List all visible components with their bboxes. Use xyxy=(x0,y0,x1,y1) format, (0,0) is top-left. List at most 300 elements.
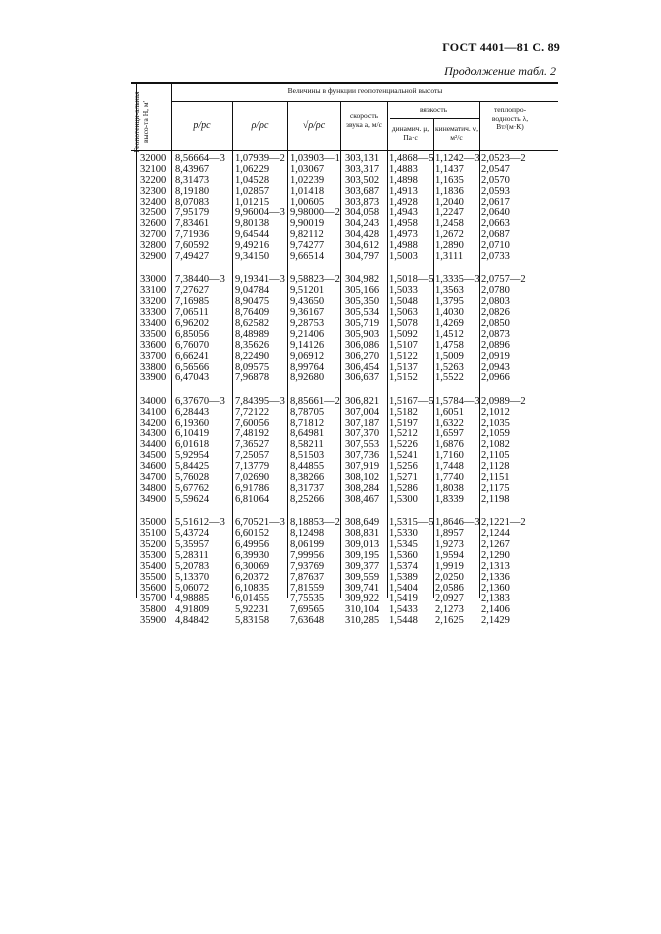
table-cell: 2,1360 xyxy=(481,582,510,594)
table-cell: 2,0780 xyxy=(481,285,510,297)
table-cell: 1,5226 xyxy=(389,439,418,451)
table-cell: 35000 xyxy=(140,517,167,529)
table-cell: 34800 xyxy=(140,482,167,494)
table-cell: 5,92231 xyxy=(235,604,270,616)
table-cell: 32500 xyxy=(140,207,167,219)
table-cell: 2,0966 xyxy=(481,372,510,384)
table-cell: 6,66241 xyxy=(175,350,210,362)
table-cell: 2,0617 xyxy=(481,196,510,208)
table-cell: 6,81064 xyxy=(235,493,270,505)
table-cell: 2,0710 xyxy=(481,240,510,252)
table-cell: 305,534 xyxy=(345,307,380,319)
table-cell: 2,0663 xyxy=(481,218,510,230)
table-cell: 33500 xyxy=(140,328,167,340)
table-cell: 6,37670—3 xyxy=(175,395,225,407)
table-cell: 6,47043 xyxy=(175,372,210,384)
table-cell: 304,612 xyxy=(345,240,380,252)
table-cell: 1,5784—3 xyxy=(435,395,480,407)
table-cell: 33000 xyxy=(140,274,167,286)
table-cell: 8,09575 xyxy=(235,361,270,373)
table-cell: 7,71936 xyxy=(175,229,210,241)
table-cell: 1,5300 xyxy=(389,493,418,505)
table-cell: 4,98885 xyxy=(175,593,210,605)
table-cell: 2,0586 xyxy=(435,582,464,594)
table-cell: 1,02857 xyxy=(235,185,270,197)
table-cell: 5,76028 xyxy=(175,472,210,484)
table-cell: 1,2672 xyxy=(435,229,464,241)
table-cell: 307,004 xyxy=(345,406,380,418)
table-cell: 6,10835 xyxy=(235,582,270,594)
table-cell: 7,83461 xyxy=(175,218,210,230)
table-cell: 305,350 xyxy=(345,296,380,308)
table-cell: 6,01455 xyxy=(235,593,270,605)
table-cell: 2,0919 xyxy=(481,350,510,362)
table-cell: 6,10419 xyxy=(175,428,210,440)
table-cell: 310,104 xyxy=(345,604,380,616)
table-cell: 1,4758 xyxy=(435,339,464,351)
table-cell: 5,51612—3 xyxy=(175,517,225,529)
table-cell: 8,44855 xyxy=(290,461,325,473)
col-kin-viscosity xyxy=(435,154,480,640)
table-cell: 9,66514 xyxy=(290,251,325,263)
table-cell: 2,0943 xyxy=(481,361,510,373)
row-block xyxy=(175,275,225,384)
table-cell: 35100 xyxy=(140,528,167,540)
table-cell: 1,02239 xyxy=(290,174,325,186)
table-cell: 2,1012 xyxy=(481,406,510,418)
table-cell: 2,1290 xyxy=(481,549,510,561)
table-cell: 2,0989—2 xyxy=(481,395,526,407)
table-cell: 309,195 xyxy=(345,549,380,561)
table-cell: 1,7448 xyxy=(435,461,464,473)
table-cell: 1,06229 xyxy=(235,163,270,175)
table-cell: 7,02690 xyxy=(235,472,270,484)
table-cell: 33100 xyxy=(140,285,167,297)
table-cell: 34900 xyxy=(140,493,167,505)
table-cell: 1,5330 xyxy=(389,528,418,540)
table-cell: 1,5003 xyxy=(389,251,418,263)
table-cell: 34200 xyxy=(140,417,167,429)
table-cell: 1,5360 xyxy=(389,549,418,561)
table-cell: 303,131 xyxy=(345,153,380,164)
table-cell: 1,00605 xyxy=(290,196,325,208)
row-block xyxy=(389,397,434,506)
table-cell: 8,31737 xyxy=(290,482,325,494)
row-block xyxy=(290,275,340,384)
table-cell: 7,95179 xyxy=(175,207,210,219)
viscosity-sub-rule xyxy=(390,118,480,119)
table-cell: 1,03903—1 xyxy=(290,153,340,164)
table-cell: 8,85661—2 xyxy=(290,395,340,407)
table-cell: 1,04528 xyxy=(235,174,270,186)
page-header: ГОСТ 4401—81 С. 89 xyxy=(442,40,560,54)
table-cell: 7,84395—3 xyxy=(235,395,285,407)
table-cell: 33700 xyxy=(140,350,167,362)
table-cell: 6,76070 xyxy=(175,339,210,351)
table-cell: 1,2890 xyxy=(435,240,464,252)
table-cell: 5,84425 xyxy=(175,461,210,473)
table-cell: 1,5107 xyxy=(389,339,418,351)
table-cell: 1,3335—3 xyxy=(435,274,480,286)
row-block xyxy=(345,397,379,506)
table-cell: 1,5271 xyxy=(389,472,418,484)
table-cell: 1,8339 xyxy=(435,493,464,505)
row-block xyxy=(175,397,225,506)
table-cell: 1,5212 xyxy=(389,428,418,440)
table-cell: 34700 xyxy=(140,472,167,484)
table-cell: 305,719 xyxy=(345,317,380,329)
table-cell: 9,90019 xyxy=(290,218,325,230)
table-cell: 35500 xyxy=(140,571,167,583)
table-cell: 2,0593 xyxy=(481,185,510,197)
table-cell: 1,5197 xyxy=(389,417,418,429)
table-cell: 306,637 xyxy=(345,372,380,384)
table-cell: 7,25057 xyxy=(235,450,270,462)
table-cell: 8,38266 xyxy=(290,472,325,484)
table-cell: 1,01215 xyxy=(235,196,270,208)
table-cell: 1,4973 xyxy=(389,229,418,241)
table-cell: 33200 xyxy=(140,296,167,308)
table-cell: 32700 xyxy=(140,229,167,241)
row-block xyxy=(235,518,285,627)
table-cell: 5,43724 xyxy=(175,528,210,540)
table-cell: 9,43650 xyxy=(290,296,325,308)
row-block xyxy=(235,397,285,506)
table-cell: 6,49956 xyxy=(235,539,270,550)
table-cell: 309,559 xyxy=(345,571,380,583)
row-block xyxy=(140,397,166,506)
table-cell: 7,93769 xyxy=(290,560,325,572)
table-cell: 7,72122 xyxy=(235,406,270,418)
table-cell: 9,96004—3 xyxy=(235,207,285,219)
table-cell: 9,58823—2 xyxy=(290,274,340,286)
table-cell: 4,84842 xyxy=(175,615,210,627)
table-cell: 8,22490 xyxy=(235,350,270,362)
table-cell: 1,01418 xyxy=(290,185,325,197)
table-cell: 32100 xyxy=(140,163,167,175)
table-cell: 303,873 xyxy=(345,196,380,208)
table-cell: 6,96202 xyxy=(175,317,210,329)
table-cell: 6,56566 xyxy=(175,361,210,373)
table-cell: 35700 xyxy=(140,593,167,605)
row-block xyxy=(290,154,340,263)
table-cell: 6,30069 xyxy=(235,560,270,572)
table-cell: 1,5315—5 xyxy=(389,517,434,529)
row-block xyxy=(140,518,166,627)
table-cell: 5,35957 xyxy=(175,539,210,550)
table-cell: 1,03067 xyxy=(290,163,325,175)
row-block xyxy=(235,154,285,263)
table-cell: 4,91809 xyxy=(175,604,210,616)
table-cell: 308,284 xyxy=(345,482,380,494)
table-cell: 9,74277 xyxy=(290,240,325,252)
table-cell: 307,919 xyxy=(345,461,380,473)
table-cell: 6,85056 xyxy=(175,328,210,340)
table-cell: 5,13370 xyxy=(175,571,210,583)
table-cell: 7,75535 xyxy=(290,593,325,605)
col-rule-left xyxy=(136,84,137,598)
table-cell: 7,96878 xyxy=(235,372,270,384)
table-cell: 34500 xyxy=(140,450,167,462)
row-block xyxy=(290,397,340,506)
table-cell: 1,5063 xyxy=(389,307,418,319)
col-conductivity xyxy=(481,154,526,640)
table-cell: 303,502 xyxy=(345,174,380,186)
table-cell: 2,1175 xyxy=(481,482,510,494)
table-cell: 1,5048 xyxy=(389,296,418,308)
table-cell: 9,14126 xyxy=(290,339,325,351)
table-cell: 1,9273 xyxy=(435,539,464,550)
table-cell: 7,69565 xyxy=(290,604,325,616)
table-cell: 1,4512 xyxy=(435,328,464,340)
table-cell: 35800 xyxy=(140,604,167,616)
header-sqrt-rho-ratio: √ρ/ρc xyxy=(302,120,326,131)
table-cell: 309,013 xyxy=(345,539,380,550)
table-cell: 309,922 xyxy=(345,593,380,605)
header-dyn-viscosity: динамич. μ, Па·с xyxy=(391,124,430,142)
table-cell: 9,19341—3 xyxy=(235,274,285,286)
table-cell: 9,06912 xyxy=(290,350,325,362)
table-cell: 8,56664—3 xyxy=(175,153,225,164)
row-block xyxy=(435,518,480,627)
table-cell: 1,3563 xyxy=(435,285,464,297)
header-group: Величины в функции геопотенциальной высоты xyxy=(287,86,443,95)
table-cell: 304,428 xyxy=(345,229,380,241)
table-cell: 309,377 xyxy=(345,560,380,572)
table-cell: 2,0850 xyxy=(481,317,510,329)
table-cell: 305,903 xyxy=(345,328,380,340)
row-block xyxy=(389,518,434,627)
table-top-rule xyxy=(131,82,558,84)
table-cell: 305,166 xyxy=(345,285,380,297)
table-cell: 7,16985 xyxy=(175,296,210,308)
table-cell: 6,70521—3 xyxy=(235,517,285,529)
table-cell: 1,7740 xyxy=(435,472,464,484)
table-cell: 6,60152 xyxy=(235,528,270,540)
col-dyn-viscosity xyxy=(389,154,434,640)
table-cell: 8,51503 xyxy=(290,450,325,462)
col-rho-ratio xyxy=(235,154,285,640)
table-cell: 1,5404 xyxy=(389,582,418,594)
table-cell: 1,1242—3 xyxy=(435,153,480,164)
table-cell: 5,67762 xyxy=(175,482,210,494)
table-cell: 2,1267 xyxy=(481,539,510,550)
table-cell: 1,5137 xyxy=(389,361,418,373)
table-cell: 7,60056 xyxy=(235,417,270,429)
row-block xyxy=(290,518,340,627)
table-cell: 2,0927 xyxy=(435,593,464,605)
table-cell: 2,1244 xyxy=(481,528,510,540)
table-cell: 1,4988 xyxy=(389,240,418,252)
table-cell: 306,454 xyxy=(345,361,380,373)
table-cell: 306,086 xyxy=(345,339,380,351)
table-cell: 8,99764 xyxy=(290,361,325,373)
col-rule-rho xyxy=(232,101,233,598)
table-cell: 7,38440—3 xyxy=(175,274,225,286)
table-cell: 1,5167—5 xyxy=(389,395,434,407)
table-cell: 1,5256 xyxy=(389,461,418,473)
table-cell: 5,92954 xyxy=(175,450,210,462)
table-cell: 1,4868—5 xyxy=(389,153,434,164)
table-cell: 8,90475 xyxy=(235,296,270,308)
table-cell: 2,0687 xyxy=(481,229,510,241)
table-cell: 33400 xyxy=(140,317,167,329)
table-cell: 304,797 xyxy=(345,251,380,263)
table-cell: 9,49216 xyxy=(235,240,270,252)
table-cell: 306,821 xyxy=(345,395,380,407)
table-cell: 32400 xyxy=(140,196,167,208)
table-cell: 8,31473 xyxy=(175,174,210,186)
table-cell: 35400 xyxy=(140,560,167,572)
table-cell: 2,1429 xyxy=(481,615,510,627)
table-cell: 303,687 xyxy=(345,185,380,197)
table-cell: 5,06072 xyxy=(175,582,210,594)
table-cell: 32900 xyxy=(140,251,167,263)
table-cell: 35300 xyxy=(140,549,167,561)
table-cell: 1,7160 xyxy=(435,450,464,462)
table-cell: 1,5374 xyxy=(389,560,418,572)
table-cell: 1,8646—3 xyxy=(435,517,480,529)
table-cell: 35200 xyxy=(140,539,167,550)
header-conductivity: теплопро-водность λ, Вт/(м·К) xyxy=(491,105,529,131)
col-sound-speed xyxy=(345,154,379,640)
table-cell: 2,1082 xyxy=(481,439,510,451)
table-cell: 9,64544 xyxy=(235,229,270,241)
table-cell: 6,39930 xyxy=(235,549,270,561)
table-cell: 8,64981 xyxy=(290,428,325,440)
table-cell: 8,12498 xyxy=(290,528,325,540)
col-rule-mu xyxy=(387,101,388,598)
table-cell: 1,5419 xyxy=(389,593,418,605)
table-cell: 2,1406 xyxy=(481,604,510,616)
header-sound-speed: скорость звука a, м/с xyxy=(346,111,382,129)
table-cell: 2,0733 xyxy=(481,251,510,263)
table-cell: 304,243 xyxy=(345,218,380,230)
col-sqrt-rho-ratio xyxy=(290,154,340,640)
row-block xyxy=(345,275,379,384)
table-cell: 2,0547 xyxy=(481,163,510,175)
table-cell: 308,102 xyxy=(345,472,380,484)
table-cell: 6,01618 xyxy=(175,439,210,451)
table-cell: 2,1105 xyxy=(481,450,510,462)
table-cell: 1,5009 xyxy=(435,350,464,362)
table-cell: 307,736 xyxy=(345,450,380,462)
table-cell: 1,3795 xyxy=(435,296,464,308)
table-cell: 5,83158 xyxy=(235,615,270,627)
table-cell: 8,76409 xyxy=(235,307,270,319)
table-cell: 2,1336 xyxy=(481,571,510,583)
data-table xyxy=(131,82,558,627)
table-cell: 8,18853—2 xyxy=(290,517,340,529)
table-cell: 310,285 xyxy=(345,615,380,627)
table-cell: 308,649 xyxy=(345,517,380,529)
table-cell: 1,4928 xyxy=(389,196,418,208)
table-cell: 1,4913 xyxy=(389,185,418,197)
table-cell: 307,370 xyxy=(345,428,380,440)
table-cell: 6,91786 xyxy=(235,482,270,494)
table-cell: 1,4030 xyxy=(435,307,464,319)
header-height: Геопотенци-альная высо-та H, м' xyxy=(132,91,150,153)
table-cell: 7,99956 xyxy=(290,549,325,561)
table-cell: 1,6051 xyxy=(435,406,464,418)
table-cell: 304,058 xyxy=(345,207,380,219)
table-cell: 1,1836 xyxy=(435,185,464,197)
table-cell: 8,19180 xyxy=(175,185,210,197)
table-cell: 32300 xyxy=(140,185,167,197)
row-block xyxy=(140,275,166,384)
table-cell: 2,0250 xyxy=(435,571,464,583)
table-cell: 304,982 xyxy=(345,274,380,286)
header-rho-ratio: ρ/ρc xyxy=(251,120,269,131)
row-block xyxy=(175,154,225,263)
table-cell: 8,78705 xyxy=(290,406,325,418)
table-cell: 34000 xyxy=(140,395,167,407)
header-kin-viscosity: кинематич. ν, м²/с xyxy=(435,124,478,142)
table-cell: 2,0570 xyxy=(481,174,510,186)
table-cell: 9,82112 xyxy=(290,229,324,241)
table-cell: 34100 xyxy=(140,406,167,418)
table-cell: 1,9919 xyxy=(435,560,464,572)
table-cell: 9,98000—2 xyxy=(290,207,340,219)
col-rule-1 xyxy=(171,84,172,598)
table-cell: 2,1128 xyxy=(481,461,510,473)
table-cell: 1,5018—5 xyxy=(389,274,434,286)
table-cell: 2,1151 xyxy=(481,472,510,484)
table-cell: 32200 xyxy=(140,174,167,186)
table-cell: 8,06199 xyxy=(290,539,325,550)
table-cell: 7,63648 xyxy=(290,615,325,627)
table-cell: 9,51201 xyxy=(290,285,325,297)
table-cell: 2,0640 xyxy=(481,207,510,219)
table-cell: 1,2040 xyxy=(435,196,464,208)
table-cell: 2,1383 xyxy=(481,593,510,605)
row-block xyxy=(345,154,379,263)
table-cell: 33600 xyxy=(140,339,167,351)
table-cell: 307,187 xyxy=(345,417,380,429)
table-cell: 32800 xyxy=(140,240,167,252)
table-cell: 1,8957 xyxy=(435,528,464,540)
table-cell: 2,1035 xyxy=(481,417,510,429)
row-block xyxy=(389,275,434,384)
table-cell: 8,71812 xyxy=(290,417,325,429)
row-block xyxy=(140,154,166,263)
table-cell: 8,92680 xyxy=(290,372,325,384)
table-cell: 1,5263 xyxy=(435,361,464,373)
table-cell: 1,6876 xyxy=(435,439,464,451)
row-block xyxy=(389,154,434,263)
row-block xyxy=(345,518,379,627)
table-cell: 8,25266 xyxy=(290,493,325,505)
table-cell: 1,5092 xyxy=(389,328,418,340)
table-cell: 1,3111 xyxy=(435,251,464,263)
table-cell: 33900 xyxy=(140,372,167,384)
table-cell: 2,1313 xyxy=(481,560,510,572)
table-cell: 2,0523—2 xyxy=(481,153,526,164)
table-cell: 1,8038 xyxy=(435,482,464,494)
row-block xyxy=(481,397,526,506)
table-cell: 9,34150 xyxy=(235,251,270,263)
row-block xyxy=(481,275,526,384)
table-cell: 1,5152 xyxy=(389,372,418,384)
col-rule-sqrt xyxy=(287,101,288,598)
table-cell: 1,4883 xyxy=(389,163,418,175)
table-cell: 1,5286 xyxy=(389,482,418,494)
group-header-rule xyxy=(171,101,558,102)
table-cell: 1,2247 xyxy=(435,207,464,219)
header-viscosity: вязкость xyxy=(419,105,448,114)
table-cell: 1,5122 xyxy=(389,350,418,362)
table-cell: 8,35626 xyxy=(235,339,270,351)
